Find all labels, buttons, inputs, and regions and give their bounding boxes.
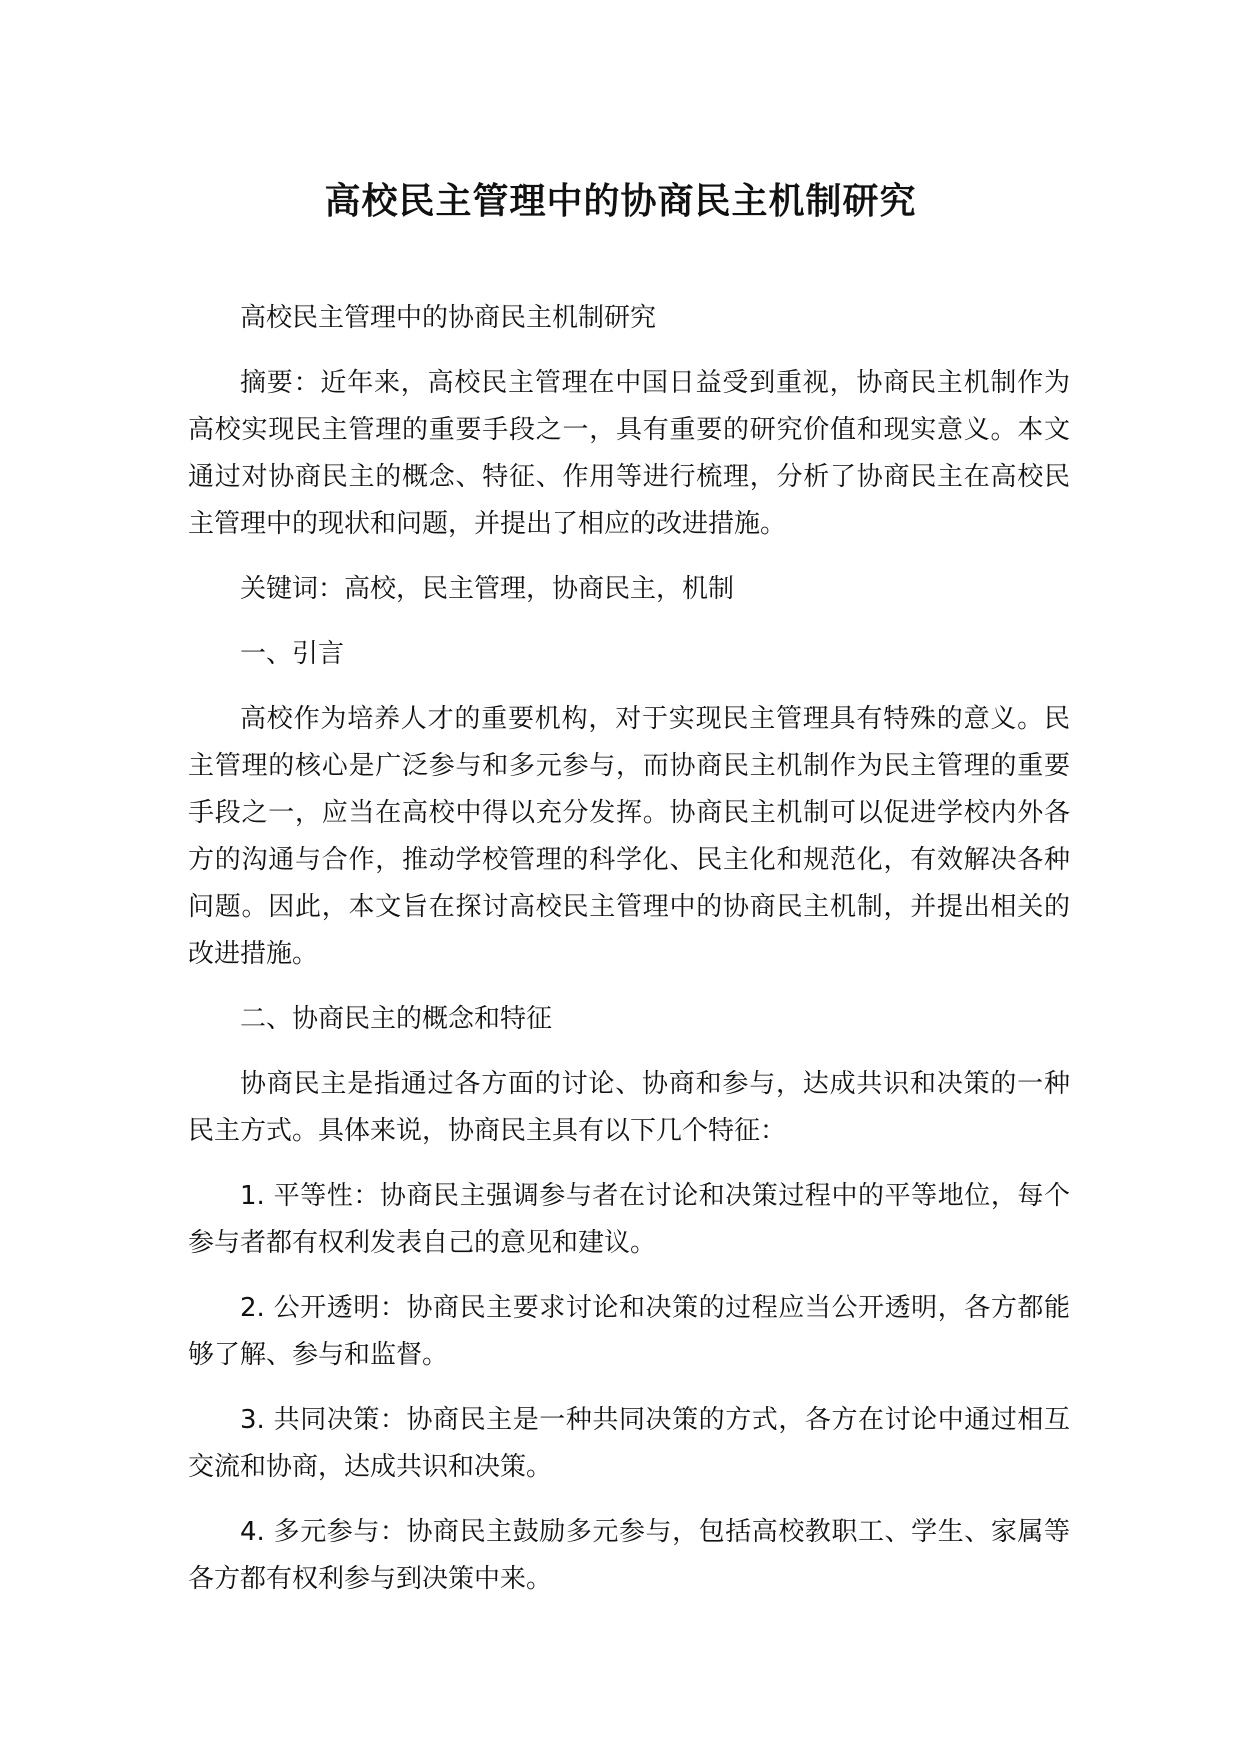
subtitle-paragraph: 高校民主管理中的协商民主机制研究 bbox=[240, 303, 657, 333]
section-heading-concept: 二、协商民主的概念和特征 bbox=[240, 1004, 553, 1034]
section-heading-introduction: 一、引言 bbox=[240, 639, 345, 669]
concept-paragraph: 协商民主是指通过各方面的讨论、协商和参与，达成共识和决策的一种民主方式。具体来说，协商民主具有以下几个特征： bbox=[188, 1069, 1070, 1146]
feature-item-2: 2. 公开透明：协商民主要求讨论和决策的过程应当公开透明，各方都能够了解、参与和监督。 bbox=[188, 1293, 1070, 1370]
document-title: 高校民主管理中的协商民主机制研究 bbox=[324, 181, 917, 222]
introduction-paragraph: 高校作为培养人才的重要机构，对于实现民主管理具有特殊的意义。民主管理的核心是广泛参与和多元参与，而协商民主机制作为民主管理的重要手段之一，应当在高校中得以充分发挥。协商民主机制可以促进学校内外各方的沟通与合作，推动学校管理的科学化、民主化和规范化，有效解决各种问题。因此，本文旨在探讨高校民主管理中的协商民主机制，并提出相关的改进措施。 bbox=[188, 704, 1070, 969]
keywords-paragraph: 关键词：高校，民主管理，协商民主，机制 bbox=[240, 574, 735, 604]
feature-item-1: 1. 平等性：协商民主强调参与者在讨论和决策过程中的平等地位，每个参与者都有权利发表自己的意见和建议。 bbox=[188, 1181, 1070, 1258]
document-body bbox=[188, 295, 1070, 1621]
abstract-paragraph: 摘要：近年来，高校民主管理在中国日益受到重视，协商民主机制作为高校实现民主管理的重要手段之一，具有重要的研究价值和现实意义。本文通过对协商民主的概念、特征、作用等进行梳理，分析了协商民主在高校民主管理中的现状和问题，并提出了相应的改进措施。 bbox=[188, 368, 1070, 539]
feature-item-3: 3. 共同决策：协商民主是一种共同决策的方式，各方在讨论中通过相互交流和协商，达成共识和决策。 bbox=[188, 1405, 1070, 1482]
feature-item-4: 4. 多元参与：协商民主鼓励多元参与，包括高校教职工、学生、家属等各方都有权利参与到决策中来。 bbox=[188, 1517, 1070, 1594]
